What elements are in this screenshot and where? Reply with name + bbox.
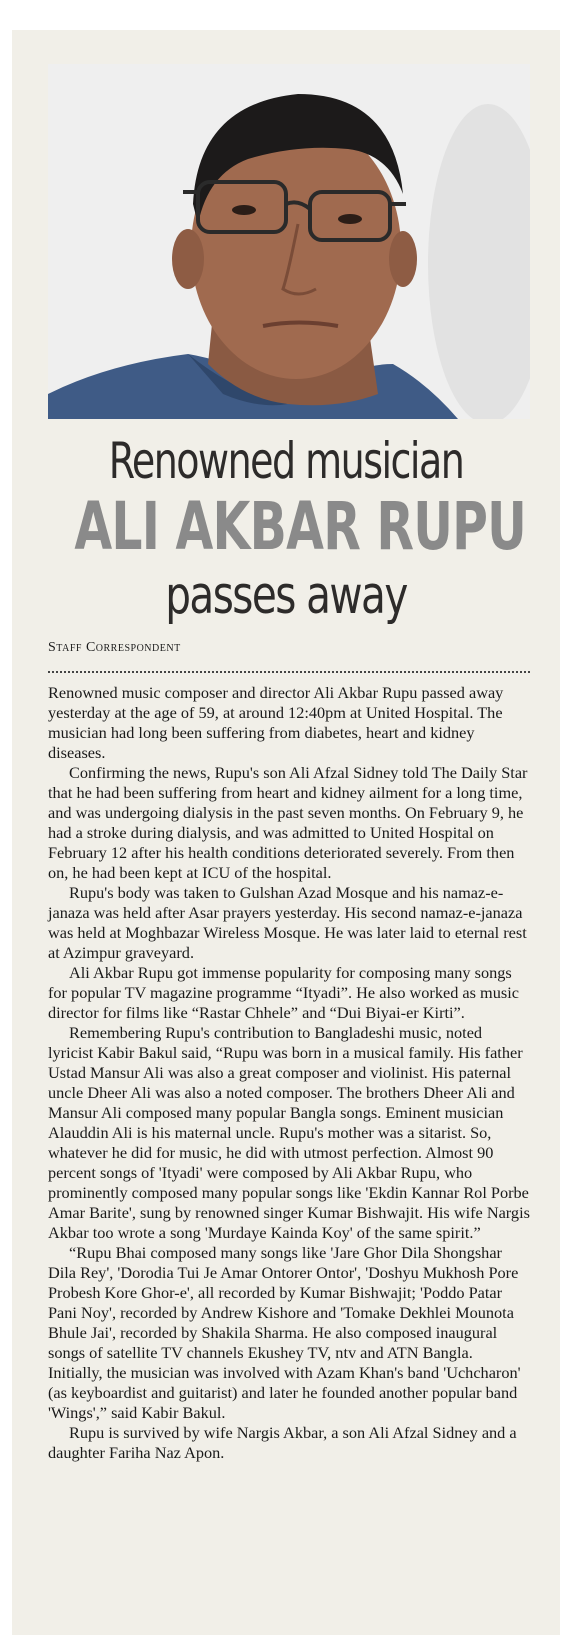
portrait-illustration bbox=[48, 64, 530, 419]
dotted-divider bbox=[48, 671, 530, 673]
paragraph: Confirming the news, Rupu's son Ali Afzal Sidney told The Daily Star that he had been suffering from heart and kidney ailment for a long time, and was undergoing dialysis in the past seven months. On February 9, he had a stroke during dialysis, and was admitted to United Hospital on February 12 after his health conditions deteriorated severely. From then on, he had been kept at ICU of the hospital. bbox=[48, 763, 528, 882]
headline-kicker: Renowned musician bbox=[108, 432, 464, 490]
paragraph: Renowned music composer and director Ali Akbar Rupu passed away yesterday at the age of 59, at around 12:40pm at United Hospital. The musician had long been suffering from diabetes, heart and kidney diseases. bbox=[48, 683, 504, 762]
article-body bbox=[48, 683, 530, 1463]
byline: Staff Correspondent bbox=[48, 640, 181, 655]
paragraph: “Rupu Bhai composed many songs like 'Jare Ghor Dila Shongshar Dila Rey', 'Dorodia Tui Je Amar Ontorer Ontor', 'Doshyu Mukhosh Pore Probesh Kore Ghor-e', all recorded by Kumar Bishwajit; 'Poddo Patar Pani Noy', recorded by Andrew Kishore and 'Tomake Dekhlei Mounota Bhule Jai', recorded by Shakila Sharma. He also composed inaugural songs of satellite TV channels Ekushey TV, ntv and ATN Bangla. Initially, the musician was involved with Azam Khan's band 'Uchcharon' (as keyboardist and guitarist) and later he founded another popular band 'Wings',” said Kabir Bakul. bbox=[48, 1243, 521, 1422]
paragraph: Remembering Rupu's contribution to Bangladeshi music, noted lyricist Kabir Bakul said, “Rupu was born in a musical family. His father Ustad Mansur Ali was also a great composer and violinist. His paternal uncle Dheer Ali was also a noted composer. The brothers Dheer Ali and Mansur Ali composed many popular Bangla songs. Eminent musician Alauddin Ali is his maternal uncle. Rupu's mother was a sitarist. So, whatever he did for music, he did with utmost perfection. Almost 90 percent songs of 'Ityadi' were composed by Ali Akbar Rupu, who prominently composed many popular songs like 'Ekdin Kannar Rol Porbe Amar Barite', sung by renowned singer Kumar Bishwajit. His wife Nargis Akbar too wrote a song 'Murdaye Kainda Koy' of the same spirit.” bbox=[48, 1023, 530, 1242]
paragraph: Rupu is survived by wife Nargis Akbar, a son Ali Afzal Sidney and a daughter Fariha Naz Apon. bbox=[48, 1423, 517, 1462]
paragraph: Rupu's body was taken to Gulshan Azad Mosque and his namaz-e-janaza was held after Asar prayers yesterday. His second namaz-e-janaza was held at Moghbazar Wireless Mosque. He was later laid to eternal rest at Azimpur graveyard. bbox=[48, 883, 527, 962]
headline-tail: passes away bbox=[165, 566, 407, 626]
paragraph: Ali Akbar Rupu got immense popularity for composing many songs for popular TV magazine programme “Ityadi”. He also worked as music director for films like “Rastar Chhele” and “Dui Biyai-er Kirti”. bbox=[48, 963, 519, 1022]
headline-name: ALI AKBAR RUPU bbox=[74, 488, 527, 565]
portrait-photo bbox=[48, 64, 530, 419]
